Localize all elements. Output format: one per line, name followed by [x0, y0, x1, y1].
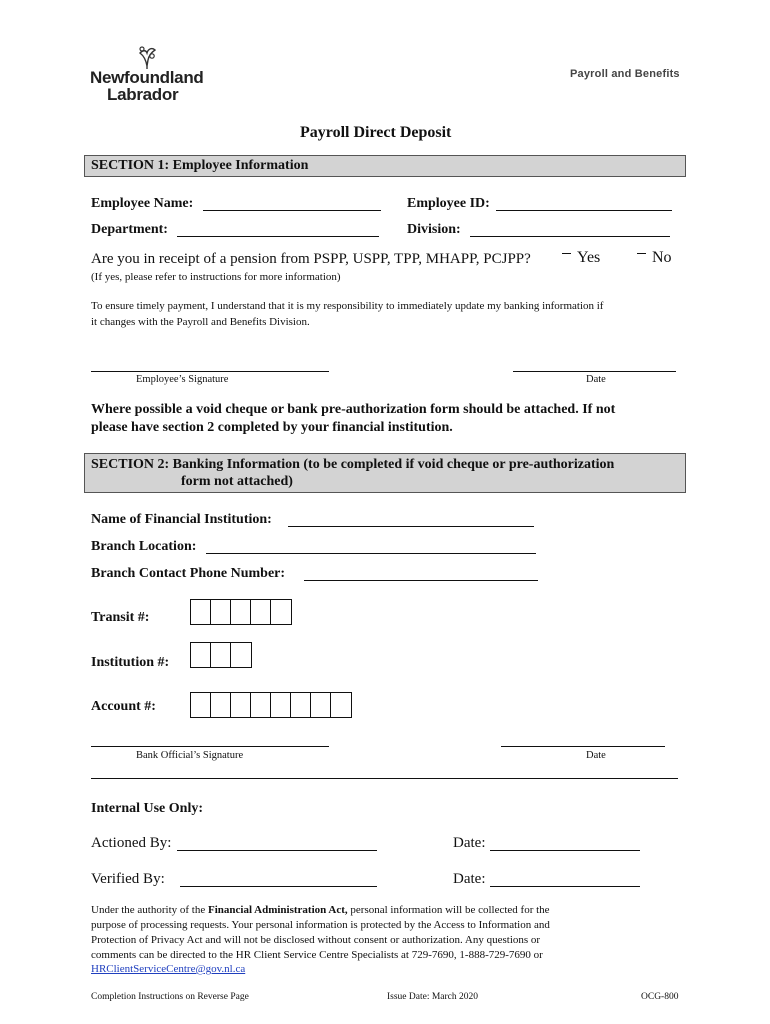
- pension-question: Are you in receipt of a pension from PSPP, USPP, TPP, MHAPP, PCJPP?: [91, 251, 531, 267]
- actioned-date-label: Date:: [453, 835, 486, 851]
- verified-by-field[interactable]: [180, 886, 377, 887]
- pitcher-plant-logo-icon: [134, 44, 160, 70]
- form-title: Payroll Direct Deposit: [300, 124, 452, 141]
- section2-heading-line1: SECTION 2: Banking Information (to be completed if void cheque or pre-authorization: [91, 457, 615, 472]
- employee-signature-line[interactable]: [91, 371, 329, 372]
- privacy-line1: [91, 904, 550, 916]
- branch-phone-label: Branch Contact Phone Number:: [91, 566, 286, 581]
- footer-form-number: OCG-800: [641, 992, 679, 1002]
- branch-location-label: Branch Location:: [91, 539, 197, 554]
- account-label: Account #:: [91, 699, 156, 714]
- pension-note: (If yes, please refer to instructions for more information): [91, 271, 341, 283]
- privacy-line3: Protection of Privacy Act and will not be disclosed without consent or authorization. Any questions or: [91, 934, 541, 946]
- bank-signature-caption: Bank Official’s Signature: [136, 750, 244, 761]
- department-field[interactable]: [177, 236, 379, 237]
- employee-id-label: Employee ID:: [407, 196, 490, 211]
- logo-text-line1: Newfoundland: [90, 68, 204, 87]
- employee-id-field[interactable]: [496, 210, 672, 211]
- section2-heading-line2: form not attached): [181, 474, 293, 489]
- bank-date-caption: Date: [586, 750, 606, 761]
- pension-no-option[interactable]: [637, 249, 672, 267]
- institution-number-boxes[interactable]: [190, 642, 252, 668]
- internal-use-heading: Internal Use Only:: [91, 801, 203, 816]
- bank-signature-line[interactable]: [91, 746, 329, 747]
- section1-header: [84, 155, 686, 177]
- department-header: Payroll and Benefits: [570, 68, 680, 80]
- pension-yes-option[interactable]: [562, 249, 600, 267]
- privacy-line4: comments can be directed to the HR Client Service Centre Specialists at 729-7690, 1-888-729-7690 or: [91, 949, 543, 961]
- footer-issue-date: Issue Date: March 2020: [387, 992, 479, 1002]
- branch-phone-field[interactable]: [304, 580, 538, 581]
- division-label: Division:: [407, 222, 461, 237]
- yes-checkbox[interactable]: [562, 253, 571, 254]
- no-label: No: [652, 249, 672, 266]
- statement-line2: it changes with the Payroll and Benefits Division.: [91, 316, 310, 328]
- institution-number-label: Institution #:: [91, 655, 170, 670]
- transit-number-boxes[interactable]: [190, 599, 292, 625]
- transit-label: Transit #:: [91, 610, 150, 625]
- section1-heading: SECTION 1: Employee Information: [91, 158, 309, 173]
- verified-by-label: Verified By:: [91, 871, 165, 887]
- yes-label: Yes: [577, 249, 601, 266]
- employee-date-line[interactable]: [513, 371, 676, 372]
- institution-name-field[interactable]: [288, 526, 534, 527]
- notice-line1: Where possible a void cheque or bank pre-authorization form should be attached. If not: [91, 402, 616, 417]
- employee-name-label: Employee Name:: [91, 196, 194, 211]
- section-divider: [91, 778, 678, 779]
- statement-line1: To ensure timely payment, I understand that it is my responsibility to immediately update my banking information if: [91, 300, 604, 312]
- division-field[interactable]: [470, 236, 670, 237]
- logo-text-line2: Labrador: [107, 85, 179, 104]
- employee-signature-caption: Employee’s Signature: [136, 374, 229, 385]
- notice-line2: please have section 2 completed by your financial institution.: [91, 420, 453, 435]
- no-checkbox[interactable]: [637, 253, 646, 254]
- branch-location-field[interactable]: [206, 553, 536, 554]
- privacy-act-name: Financial Administration Act,: [208, 904, 348, 916]
- bank-date-line[interactable]: [501, 746, 665, 747]
- account-number-boxes[interactable]: [190, 692, 352, 718]
- privacy-line2: purpose of processing requests. Your personal information is protected by the Access to Information and: [91, 919, 550, 931]
- institution-name-label: Name of Financial Institution:: [91, 512, 272, 527]
- footer-instructions: Completion Instructions on Reverse Page: [91, 992, 249, 1002]
- employee-date-caption: Date: [586, 374, 606, 385]
- privacy-line1-post: personal information will be collected for the: [347, 904, 550, 916]
- verified-date-field[interactable]: [490, 886, 640, 887]
- verified-date-label: Date:: [453, 871, 486, 887]
- department-label: Department:: [91, 222, 168, 237]
- privacy-line1-pre: Under the authority of the: [91, 904, 208, 916]
- actioned-by-field[interactable]: [177, 850, 377, 851]
- section2-header: [84, 453, 686, 493]
- actioned-by-label: Actioned By:: [91, 835, 172, 851]
- contact-email-link[interactable]: HRClientServiceCentre@gov.nl.ca: [91, 963, 246, 975]
- actioned-date-field[interactable]: [490, 850, 640, 851]
- employee-name-field[interactable]: [203, 210, 381, 211]
